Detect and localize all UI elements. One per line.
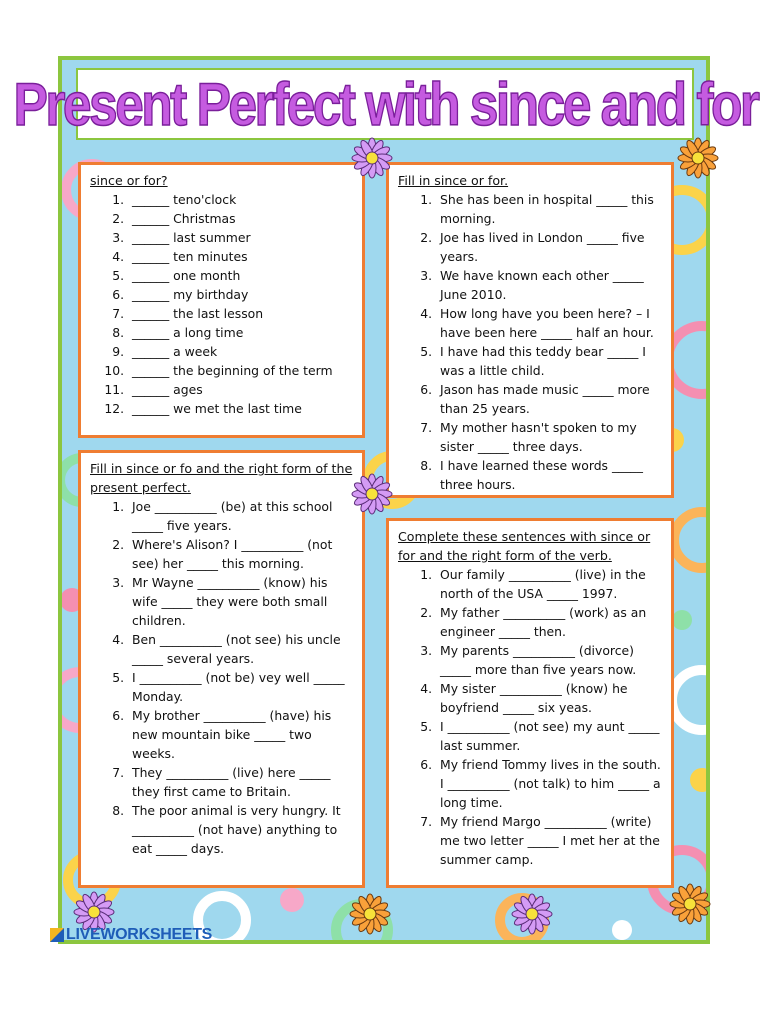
purple-flower-icon xyxy=(510,892,554,936)
section-present-perfect xyxy=(78,450,365,888)
section-heading: Complete these sentences with since or for and the right form of the verb. xyxy=(398,529,651,563)
orange-flower-icon xyxy=(676,136,720,180)
exercise-item: 4. How long have you been here? – I have been here _____ half an hour. xyxy=(436,304,663,342)
section-heading: since or for? xyxy=(90,173,168,188)
purple-flower-icon xyxy=(350,472,394,516)
exercise-item: 8. I have learned these words _____ three hours. xyxy=(436,456,663,494)
exercise-item: 6. My brother __________ (have) his new mountain bike _____ two weeks. xyxy=(128,706,354,763)
exercise-item: 2. ______ Christmas xyxy=(128,209,354,228)
exercise-item: 7. My friend Margo __________ (write) me two letter _____ I met her at the summer camp. xyxy=(436,812,663,869)
exercise-item: 5. ______ one month xyxy=(128,266,354,285)
section-fill-since-for xyxy=(386,162,674,498)
title-banner xyxy=(13,68,757,140)
exercise-item: 3. Mr Wayne __________ (know) his wife _____ they were both small children. xyxy=(128,573,354,630)
logo-text: LIVEWORKSHEETS xyxy=(66,926,213,943)
exercise-item: 6. Jason has made music _____ more than 25 years. xyxy=(436,380,663,418)
exercise-item: 1. Our family __________ (live) in the north of the USA _____ 1997. xyxy=(436,565,663,603)
exercise-item: 8. The poor animal is very hungry. It __________ (not have) anything to eat _____ days. xyxy=(128,801,354,858)
exercise-list xyxy=(398,565,663,869)
exercise-item: 7. They __________ (live) here _____ they first came to Britain. xyxy=(128,763,354,801)
section-complete-sentences xyxy=(386,518,674,888)
exercise-item: 10. ______ the beginning of the term xyxy=(128,361,354,380)
exercise-item: 5. I __________ (not see) my aunt _____ last summer. xyxy=(436,717,663,755)
liveworksheets-logo[interactable] xyxy=(50,926,212,944)
exercise-item: 7. My mother hasn't spoken to my sister _____ three days. xyxy=(436,418,663,456)
exercise-item: 2. My father __________ (work) as an engineer _____ then. xyxy=(436,603,663,641)
exercise-item: 3. ______ last summer xyxy=(128,228,354,247)
exercise-item: 4. Ben __________ (not see) his uncle _____ several years. xyxy=(128,630,354,668)
page-title: Present Perfect with since and for xyxy=(13,70,757,138)
exercise-item: 5. I __________ (not be) vey well _____ Monday. xyxy=(128,668,354,706)
exercise-list xyxy=(398,190,663,494)
exercise-item: 6. ______ my birthday xyxy=(128,285,354,304)
exercise-item: 4. My sister __________ (know) he boyfriend _____ six yeas. xyxy=(436,679,663,717)
exercise-item: 3. We have known each other _____ June 2010. xyxy=(436,266,663,304)
exercise-item: 5. I have had this teddy bear _____ I was a little child. xyxy=(436,342,663,380)
orange-flower-icon xyxy=(668,882,712,926)
exercise-item: 1. She has been in hospital _____ this morning. xyxy=(436,190,663,228)
section-heading: Fill in since or for. xyxy=(398,173,509,188)
orange-flower-icon xyxy=(348,892,392,936)
exercise-item: 2. Where's Alison? I __________ (not see) her _____ this morning. xyxy=(128,535,354,573)
exercise-item: 8. ______ a long time xyxy=(128,323,354,342)
section-heading: Fill in since or fo and the right form of the present perfect. xyxy=(90,461,353,495)
exercise-item: 1. ______ teno'clock xyxy=(128,190,354,209)
exercise-item: 9. ______ a week xyxy=(128,342,354,361)
logo-icon xyxy=(50,928,64,942)
purple-flower-icon xyxy=(350,136,394,180)
exercise-item: 6. My friend Tommy lives in the south. I __________ (not talk) to him _____ a long time. xyxy=(436,755,663,812)
exercise-item: 4. ______ ten minutes xyxy=(128,247,354,266)
exercise-item: 2. Joe has lived in London _____ five years. xyxy=(436,228,663,266)
exercise-list xyxy=(90,497,354,858)
exercise-list xyxy=(90,190,354,418)
exercise-item: 1. Joe __________ (be) at this school _____ five years. xyxy=(128,497,354,535)
section-since-or-for xyxy=(78,162,365,438)
exercise-item: 12. ______ we met the last time xyxy=(128,399,354,418)
exercise-item: 7. ______ the last lesson xyxy=(128,304,354,323)
exercise-item: 11. ______ ages xyxy=(128,380,354,399)
exercise-item: 3. My parents __________ (divorce) _____ more than five years now. xyxy=(436,641,663,679)
